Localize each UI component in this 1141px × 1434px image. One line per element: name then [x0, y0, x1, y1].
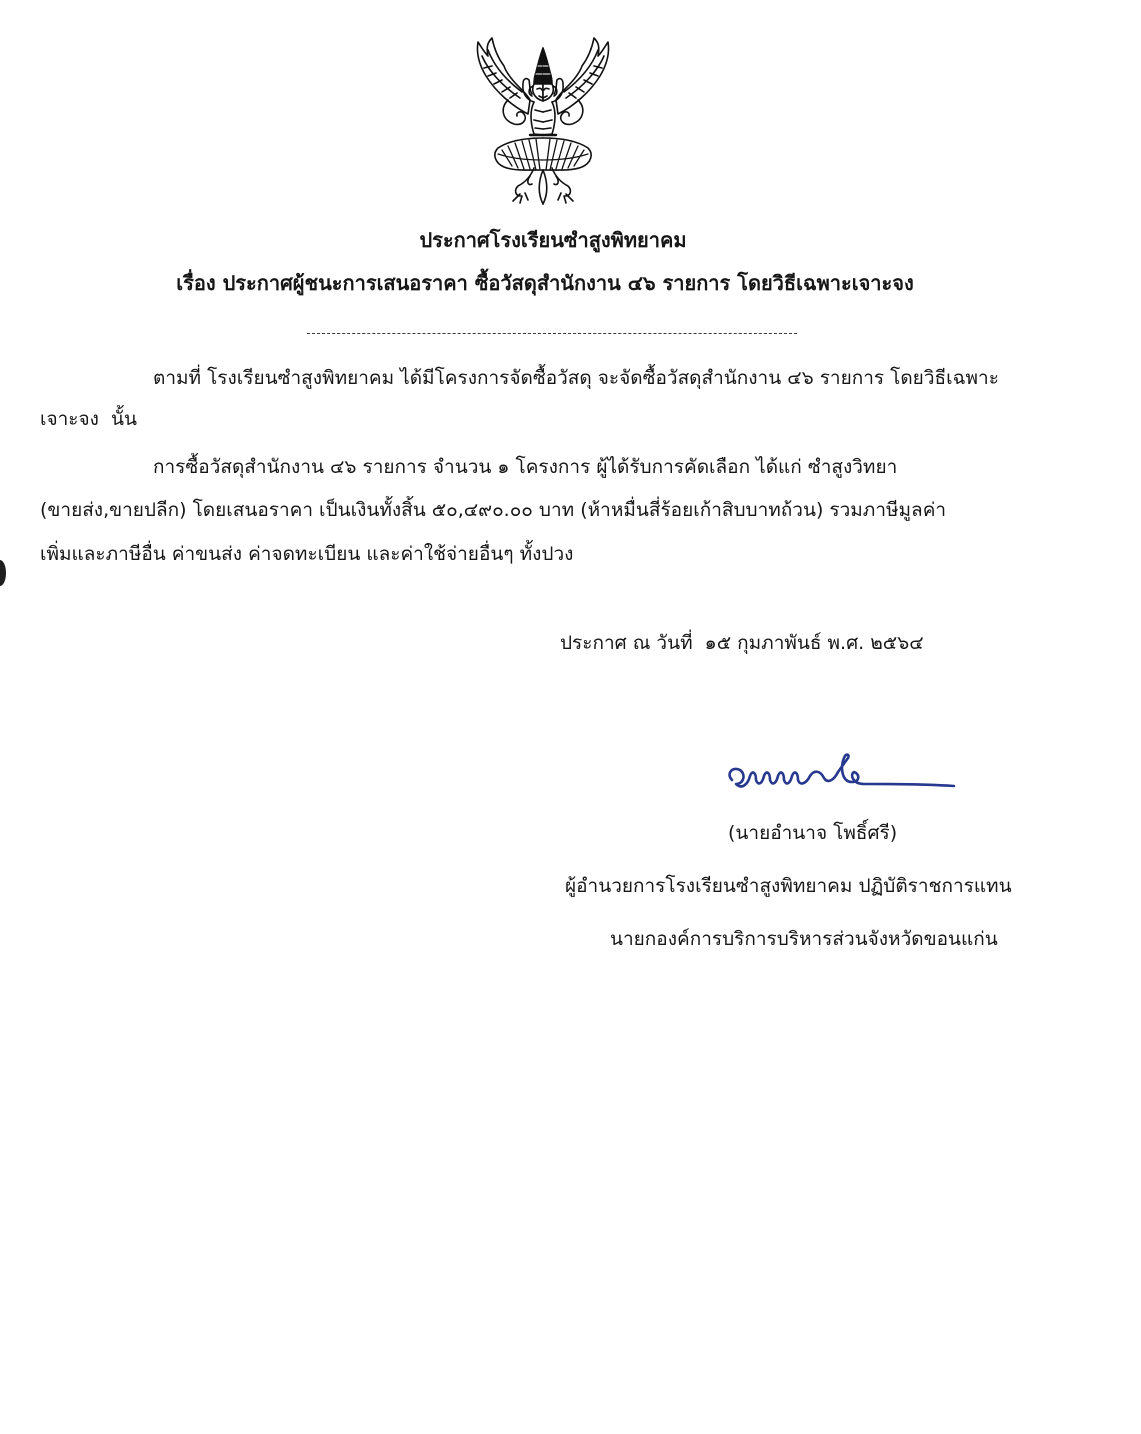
- handwritten-signature: [722, 750, 962, 802]
- paragraph1-line2: เจาะจง นั้น: [40, 408, 137, 430]
- signatory-position-line1: ผู้อำนวยการโรงเรียนซำสูงพิทยาคม ปฏิบัติราชการแทน: [565, 875, 1012, 897]
- signature-stroke: [730, 755, 954, 787]
- paragraph2-line1: การซื้อวัสดุสำนักงาน ๔๖ รายการ จำนวน ๑ โครงการ ผู้ได้รับการคัดเลือก ได้แก่ ซำสูงวิทยา: [153, 456, 898, 478]
- signatory-position-line2: นายกองค์การบริการบริหารส่วนจังหวัดขอนแก่น: [610, 928, 998, 950]
- announcement-date: ประกาศ ณ วันที่ ๑๕ กุมภาพันธ์ พ.ศ. ๒๕๖๔: [560, 632, 924, 654]
- announcement-subject: เรื่อง ประกาศผู้ชนะการเสนอราคา ซื้อวัสดุสำนักงาน ๔๖ รายการ โดยวิธีเฉพาะเจาะจง: [176, 271, 914, 295]
- paragraph2-line2: (ขายส่ง,ขายปลีก) โดยเสนอราคา เป็นเงินทั้งสิ้น ๕๐,๔๙๐.๐๐ บาท (ห้าหมื่นสี่ร้อยเก้าสิบบาทถ้วน) รวมภาษีมูลค่า: [40, 499, 947, 521]
- separator-line: [307, 333, 797, 334]
- punch-hole-mark: [0, 560, 6, 586]
- paragraph1-line1: ตามที่ โรงเรียนซำสูงพิทยาคม ได้มีโครงการจัดซื้อวัสดุ จะจัดซื้อวัสดุสำนักงาน ๔๖ รายการ โดยวิธีเฉพาะ: [153, 367, 999, 389]
- signatory-name: (นายอำนาจ โพธิ์ศรี): [728, 822, 898, 844]
- announcement-title: ประกาศโรงเรียนซำสูงพิทยาคม: [419, 228, 687, 252]
- paragraph2-line3: เพิ่มและภาษีอื่น ค่าขนส่ง ค่าจดทะเบียน และค่าใช้จ่ายอื่นๆ ทั้งปวง: [40, 543, 574, 565]
- garuda-emblem-icon: [468, 36, 618, 206]
